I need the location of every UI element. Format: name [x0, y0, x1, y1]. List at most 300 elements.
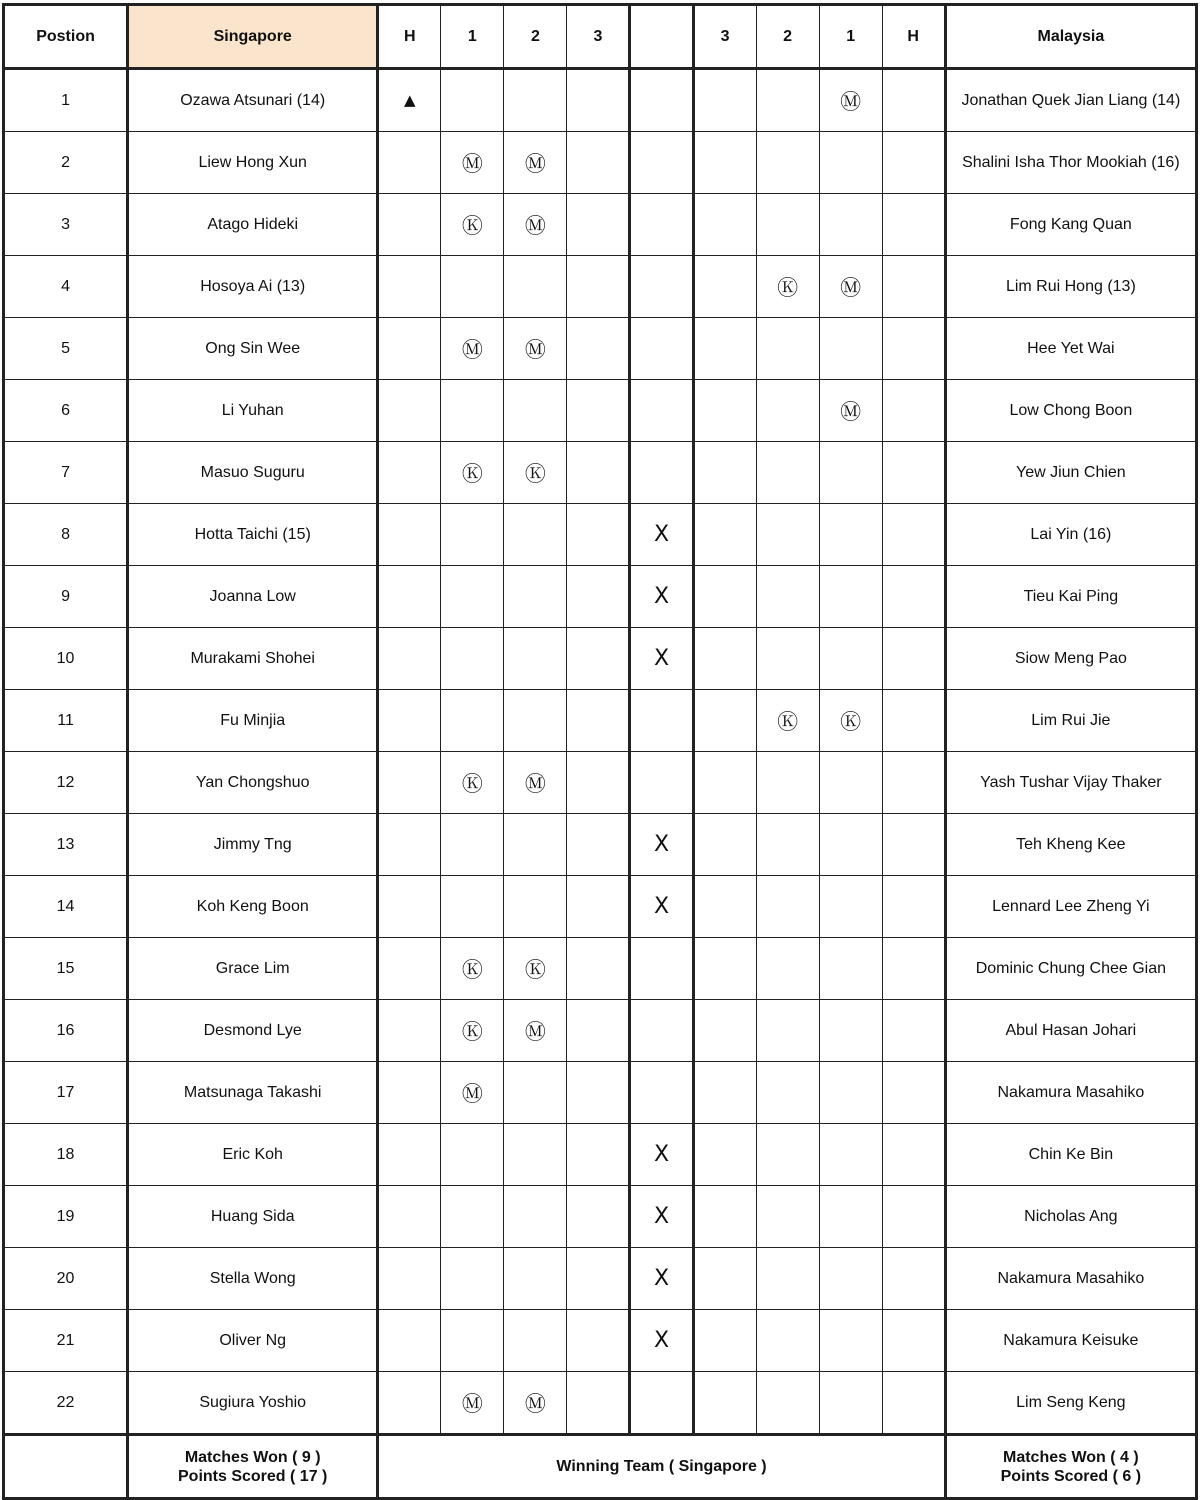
k-circle-icon: Ⓚ [461, 957, 483, 982]
singapore-player: Matsunaga Takashi [128, 1062, 378, 1124]
position-cell: 9 [4, 566, 128, 628]
position-cell: 12 [4, 752, 128, 814]
mark-cell-right-h [882, 1186, 945, 1248]
mark-cell-right-2 [756, 814, 819, 876]
k-circle-icon: Ⓚ [777, 709, 799, 734]
mark-cell-right-h [882, 132, 945, 194]
mark-cell-right-h [882, 566, 945, 628]
singapore-player: Eric Koh [128, 1124, 378, 1186]
k-circle-icon: Ⓚ [524, 461, 546, 486]
table-row [4, 1062, 1197, 1124]
position-header: Postion [4, 5, 128, 69]
mark-cell-right-2 [756, 1124, 819, 1186]
malaysia-matches-won: Matches Won ( 4 ) [1003, 1448, 1139, 1466]
mark-cell-right-1 [819, 1124, 882, 1186]
x-mark-icon: X [653, 584, 670, 609]
header-row [4, 5, 1197, 69]
mark-cell-left-2 [504, 1062, 567, 1124]
mark-cell-left-3 [567, 1124, 630, 1186]
mark-cell-left-3 [567, 318, 630, 380]
mark-cell-middle [630, 318, 693, 380]
mark-cell-right-1 [819, 132, 882, 194]
mark-cell-left-1 [441, 1124, 504, 1186]
table-row [4, 256, 1197, 318]
singapore-player: Liew Hong Xun [128, 132, 378, 194]
mark-cell-right-h [882, 1000, 945, 1062]
mark-cell-left-3 [567, 566, 630, 628]
mark-cell-middle [630, 1000, 693, 1062]
mark-cell-right-1 [819, 814, 882, 876]
mark-cell-left-3 [567, 1372, 630, 1435]
triangle-icon: ▲ [404, 91, 416, 109]
malaysia-player: Fong Kang Quan [945, 194, 1196, 256]
m-circle-icon: Ⓜ [840, 89, 862, 114]
singapore-player: Hosoya Ai (13) [128, 256, 378, 318]
mark-cell-left-2 [504, 566, 567, 628]
mark-cell-left-2 [504, 132, 567, 194]
mark-cell-left-h [378, 442, 441, 504]
mark-cell-left-1 [441, 1000, 504, 1062]
mark-cell-middle [630, 256, 693, 318]
table-row [4, 504, 1197, 566]
k-circle-icon: Ⓚ [461, 1019, 483, 1044]
mark-cell-right-3 [693, 628, 756, 690]
mark-cell-left-2 [504, 814, 567, 876]
mark-cell-left-1 [441, 442, 504, 504]
mark-cell-right-2 [756, 628, 819, 690]
left-col-header-3: 3 [567, 5, 630, 69]
malaysia-player: Hee Yet Wai [945, 318, 1196, 380]
malaysia-points-scored: Points Scored ( 6 ) [1000, 1467, 1142, 1485]
m-circle-icon: Ⓜ [524, 151, 546, 176]
mark-cell-left-h [378, 1124, 441, 1186]
malaysia-player: Lai Yin (16) [945, 504, 1196, 566]
mark-cell-right-3 [693, 1062, 756, 1124]
mark-cell-left-3 [567, 814, 630, 876]
singapore-player: Masuo Suguru [128, 442, 378, 504]
mark-cell-left-3 [567, 752, 630, 814]
mark-cell-left-h [378, 628, 441, 690]
mark-cell-left-2 [504, 690, 567, 752]
mark-cell-left-2 [504, 380, 567, 442]
mark-cell-right-2 [756, 1248, 819, 1310]
mark-cell-left-3 [567, 256, 630, 318]
mark-cell-right-3 [693, 1124, 756, 1186]
table-row [4, 566, 1197, 628]
table-row [4, 628, 1197, 690]
mark-cell-middle [630, 69, 693, 132]
mark-cell-left-3 [567, 194, 630, 256]
mark-cell-left-h [378, 1186, 441, 1248]
mark-cell-left-h [378, 318, 441, 380]
mark-cell-right-2 [756, 194, 819, 256]
singapore-player: Stella Wong [128, 1248, 378, 1310]
mark-cell-right-3 [693, 380, 756, 442]
table-row [4, 132, 1197, 194]
malaysia-player: Lennard Lee Zheng Yi [945, 876, 1196, 938]
mark-cell-right-h [882, 628, 945, 690]
mark-cell-left-2 [504, 1310, 567, 1372]
mark-cell-right-2 [756, 69, 819, 132]
mark-cell-right-2 [756, 566, 819, 628]
mark-cell-left-3 [567, 876, 630, 938]
mark-cell-right-3 [693, 1372, 756, 1435]
mark-cell-middle [630, 690, 693, 752]
singapore-player: Hotta Taichi (15) [128, 504, 378, 566]
malaysia-player: Low Chong Boon [945, 380, 1196, 442]
table-row [4, 752, 1197, 814]
x-mark-icon: X [653, 646, 670, 671]
mark-cell-left-h [378, 752, 441, 814]
mark-cell-left-1 [441, 690, 504, 752]
mark-cell-left-h [378, 1062, 441, 1124]
position-cell: 2 [4, 132, 128, 194]
malaysia-player: Nakamura Masahiko [945, 1248, 1196, 1310]
mark-cell-right-3 [693, 1310, 756, 1372]
mark-cell-right-1 [819, 876, 882, 938]
mark-cell-left-1 [441, 876, 504, 938]
mark-cell-left-2 [504, 69, 567, 132]
mark-cell-left-1 [441, 1372, 504, 1435]
right-col-header-h: H [882, 5, 945, 69]
mark-cell-right-3 [693, 1000, 756, 1062]
singapore-player: Ozawa Atsunari (14) [128, 69, 378, 132]
singapore-player: Li Yuhan [128, 380, 378, 442]
mark-cell-right-h [882, 1372, 945, 1435]
mark-cell-left-2 [504, 442, 567, 504]
mark-cell-left-1 [441, 628, 504, 690]
mark-cell-middle [630, 504, 693, 566]
position-cell: 7 [4, 442, 128, 504]
k-circle-icon: Ⓚ [840, 709, 862, 734]
table-row [4, 442, 1197, 504]
mark-cell-middle [630, 194, 693, 256]
m-circle-icon: Ⓜ [524, 1391, 546, 1416]
m-circle-icon: Ⓜ [524, 1019, 546, 1044]
m-circle-icon: Ⓜ [524, 771, 546, 796]
table-row [4, 1000, 1197, 1062]
position-cell: 3 [4, 194, 128, 256]
mark-cell-right-1 [819, 69, 882, 132]
mark-cell-right-h [882, 690, 945, 752]
mark-cell-left-3 [567, 380, 630, 442]
mark-cell-left-h [378, 380, 441, 442]
table-row [4, 69, 1197, 132]
position-cell: 18 [4, 1124, 128, 1186]
table-row [4, 1372, 1197, 1435]
mark-cell-right-2 [756, 442, 819, 504]
mark-cell-middle [630, 814, 693, 876]
position-cell: 13 [4, 814, 128, 876]
mark-cell-right-h [882, 752, 945, 814]
mark-cell-left-2 [504, 504, 567, 566]
mark-cell-right-1 [819, 628, 882, 690]
table-row [4, 876, 1197, 938]
table-row [4, 690, 1197, 752]
m-circle-icon: Ⓜ [461, 337, 483, 362]
mark-cell-middle [630, 380, 693, 442]
mark-cell-left-1 [441, 194, 504, 256]
singapore-points-scored: Points Scored ( 17 ) [178, 1467, 328, 1485]
mark-cell-middle [630, 938, 693, 1000]
malaysia-player: Abul Hasan Johari [945, 1000, 1196, 1062]
position-cell: 21 [4, 1310, 128, 1372]
mark-cell-right-3 [693, 132, 756, 194]
mark-cell-right-3 [693, 318, 756, 380]
singapore-player: Yan Chongshuo [128, 752, 378, 814]
mark-cell-right-3 [693, 256, 756, 318]
mark-cell-right-2 [756, 752, 819, 814]
mark-cell-middle [630, 628, 693, 690]
mark-cell-left-1 [441, 1186, 504, 1248]
mark-cell-middle [630, 876, 693, 938]
malaysia-player: Jonathan Quek Jian Liang (14) [945, 69, 1196, 132]
m-circle-icon: Ⓜ [524, 213, 546, 238]
position-cell: 1 [4, 69, 128, 132]
mark-cell-right-2 [756, 1372, 819, 1435]
mark-cell-left-1 [441, 256, 504, 318]
mark-cell-right-3 [693, 876, 756, 938]
mark-cell-right-3 [693, 690, 756, 752]
malaysia-player: Tieu Kai Ping [945, 566, 1196, 628]
mark-cell-right-h [882, 504, 945, 566]
singapore-player: Fu Minjia [128, 690, 378, 752]
mark-cell-left-h [378, 690, 441, 752]
mark-cell-right-2 [756, 876, 819, 938]
x-mark-icon: X [653, 1204, 670, 1229]
mark-cell-right-h [882, 442, 945, 504]
mark-cell-left-2 [504, 1000, 567, 1062]
x-mark-icon: X [653, 1142, 670, 1167]
malaysia-player: Yew Jiun Chien [945, 442, 1196, 504]
mark-cell-right-3 [693, 194, 756, 256]
mark-cell-middle [630, 752, 693, 814]
mark-cell-right-h [882, 69, 945, 132]
mark-cell-right-1 [819, 1310, 882, 1372]
mark-cell-left-1 [441, 318, 504, 380]
mark-cell-left-1 [441, 938, 504, 1000]
malaysia-player: Siow Meng Pao [945, 628, 1196, 690]
x-mark-icon: X [653, 1328, 670, 1353]
mark-cell-left-h [378, 132, 441, 194]
mark-cell-left-1 [441, 380, 504, 442]
mark-cell-right-3 [693, 938, 756, 1000]
left-col-header-1: 1 [441, 5, 504, 69]
table-row [4, 814, 1197, 876]
mark-cell-right-2 [756, 318, 819, 380]
mark-cell-left-3 [567, 938, 630, 1000]
mark-cell-left-h [378, 504, 441, 566]
position-cell: 19 [4, 1186, 128, 1248]
mark-cell-left-1 [441, 69, 504, 132]
mark-cell-left-2 [504, 1186, 567, 1248]
k-circle-icon: Ⓚ [461, 461, 483, 486]
mark-cell-left-3 [567, 690, 630, 752]
mark-cell-left-3 [567, 628, 630, 690]
mark-cell-left-3 [567, 132, 630, 194]
table-row [4, 318, 1197, 380]
position-cell: 17 [4, 1062, 128, 1124]
right-col-header-2: 2 [756, 5, 819, 69]
mark-cell-right-3 [693, 814, 756, 876]
malaysia-player: Dominic Chung Chee Gian [945, 938, 1196, 1000]
mark-cell-left-h [378, 814, 441, 876]
malaysia-player: Teh Kheng Kee [945, 814, 1196, 876]
mark-cell-left-1 [441, 752, 504, 814]
malaysia-player: Shalini Isha Thor Mookiah (16) [945, 132, 1196, 194]
position-cell: 15 [4, 938, 128, 1000]
mark-cell-right-h [882, 194, 945, 256]
mark-cell-left-3 [567, 504, 630, 566]
mark-cell-right-h [882, 380, 945, 442]
mark-cell-left-h [378, 938, 441, 1000]
mark-cell-middle [630, 566, 693, 628]
mark-cell-middle [630, 1310, 693, 1372]
mark-cell-right-h [882, 1310, 945, 1372]
m-circle-icon: Ⓜ [461, 1391, 483, 1416]
results-body [4, 69, 1197, 1435]
mark-cell-left-1 [441, 814, 504, 876]
singapore-player: Joanna Low [128, 566, 378, 628]
mark-cell-left-3 [567, 1310, 630, 1372]
mark-cell-right-1 [819, 1372, 882, 1435]
position-cell: 10 [4, 628, 128, 690]
position-cell: 8 [4, 504, 128, 566]
k-circle-icon: Ⓚ [524, 957, 546, 982]
mark-cell-left-h [378, 1310, 441, 1372]
position-cell: 16 [4, 1000, 128, 1062]
mark-cell-left-2 [504, 318, 567, 380]
left-col-header-h: H [378, 5, 441, 69]
malaysia-summary [945, 1435, 1196, 1499]
singapore-player: Desmond Lye [128, 1000, 378, 1062]
mark-cell-right-3 [693, 504, 756, 566]
mark-cell-left-h [378, 1248, 441, 1310]
mark-cell-left-3 [567, 1248, 630, 1310]
mark-cell-left-2 [504, 752, 567, 814]
mark-cell-middle [630, 1248, 693, 1310]
table-row [4, 380, 1197, 442]
position-cell: 5 [4, 318, 128, 380]
mark-cell-right-1 [819, 442, 882, 504]
mark-cell-left-h [378, 876, 441, 938]
singapore-player: Grace Lim [128, 938, 378, 1000]
mark-cell-left-2 [504, 1372, 567, 1435]
mark-cell-left-h [378, 1372, 441, 1435]
k-circle-icon: Ⓚ [777, 275, 799, 300]
mark-cell-middle [630, 442, 693, 504]
mark-cell-right-1 [819, 752, 882, 814]
malaysia-player: Lim Seng Keng [945, 1372, 1196, 1435]
m-circle-icon: Ⓜ [461, 1081, 483, 1106]
mark-cell-left-2 [504, 876, 567, 938]
malaysia-player: Yash Tushar Vijay Thaker [945, 752, 1196, 814]
left-col-header-2: 2 [504, 5, 567, 69]
x-mark-icon: X [653, 522, 670, 547]
mark-cell-left-1 [441, 1310, 504, 1372]
mark-cell-left-3 [567, 1186, 630, 1248]
m-circle-icon: Ⓜ [840, 399, 862, 424]
mark-cell-right-h [882, 1062, 945, 1124]
mark-cell-right-2 [756, 938, 819, 1000]
position-cell: 22 [4, 1372, 128, 1435]
singapore-summary [128, 1435, 378, 1499]
team-malaysia-header: Malaysia [945, 5, 1196, 69]
mark-cell-right-1 [819, 1248, 882, 1310]
mark-cell-right-1 [819, 938, 882, 1000]
x-mark-icon: X [653, 832, 670, 857]
mark-cell-right-2 [756, 1000, 819, 1062]
table-row [4, 1248, 1197, 1310]
mark-cell-left-h [378, 69, 441, 132]
singapore-player: Ong Sin Wee [128, 318, 378, 380]
mark-cell-right-h [882, 1124, 945, 1186]
m-circle-icon: Ⓜ [840, 275, 862, 300]
mark-cell-right-h [882, 814, 945, 876]
mark-cell-right-2 [756, 1186, 819, 1248]
mark-cell-right-1 [819, 690, 882, 752]
footer-blank [4, 1435, 128, 1499]
mark-cell-middle [630, 1372, 693, 1435]
mark-cell-left-h [378, 1000, 441, 1062]
mark-cell-right-2 [756, 132, 819, 194]
mark-cell-left-h [378, 566, 441, 628]
singapore-matches-won: Matches Won ( 9 ) [184, 1448, 321, 1466]
malaysia-player: Lim Rui Hong (13) [945, 256, 1196, 318]
mark-cell-right-h [882, 318, 945, 380]
mark-cell-left-h [378, 194, 441, 256]
mark-cell-left-1 [441, 504, 504, 566]
mark-cell-left-3 [567, 69, 630, 132]
mark-cell-left-h [378, 256, 441, 318]
middle-col-header [630, 5, 693, 69]
singapore-player: Murakami Shohei [128, 628, 378, 690]
mark-cell-right-1 [819, 566, 882, 628]
right-col-header-3: 3 [693, 5, 756, 69]
mark-cell-right-2 [756, 380, 819, 442]
footer-row [4, 1435, 1197, 1499]
x-mark-icon: X [653, 894, 670, 919]
malaysia-player: Nakamura Keisuke [945, 1310, 1196, 1372]
x-mark-icon: X [653, 1266, 670, 1291]
mark-cell-right-1 [819, 256, 882, 318]
singapore-player: Huang Sida [128, 1186, 378, 1248]
mark-cell-right-1 [819, 1062, 882, 1124]
mark-cell-middle [630, 132, 693, 194]
mark-cell-left-2 [504, 194, 567, 256]
singapore-player: Oliver Ng [128, 1310, 378, 1372]
mark-cell-left-2 [504, 1124, 567, 1186]
mark-cell-right-3 [693, 1186, 756, 1248]
k-circle-icon: Ⓚ [461, 771, 483, 796]
malaysia-player: Nicholas Ang [945, 1186, 1196, 1248]
mark-cell-right-1 [819, 380, 882, 442]
mark-cell-right-3 [693, 69, 756, 132]
table-row [4, 194, 1197, 256]
m-circle-icon: Ⓜ [461, 151, 483, 176]
mark-cell-middle [630, 1186, 693, 1248]
k-circle-icon: Ⓚ [461, 213, 483, 238]
mark-cell-left-3 [567, 1000, 630, 1062]
mark-cell-right-2 [756, 1062, 819, 1124]
mark-cell-right-1 [819, 1000, 882, 1062]
mark-cell-middle [630, 1062, 693, 1124]
mark-cell-left-1 [441, 1062, 504, 1124]
table-row [4, 1186, 1197, 1248]
mark-cell-right-h [882, 876, 945, 938]
mark-cell-right-3 [693, 566, 756, 628]
mark-cell-right-2 [756, 1310, 819, 1372]
